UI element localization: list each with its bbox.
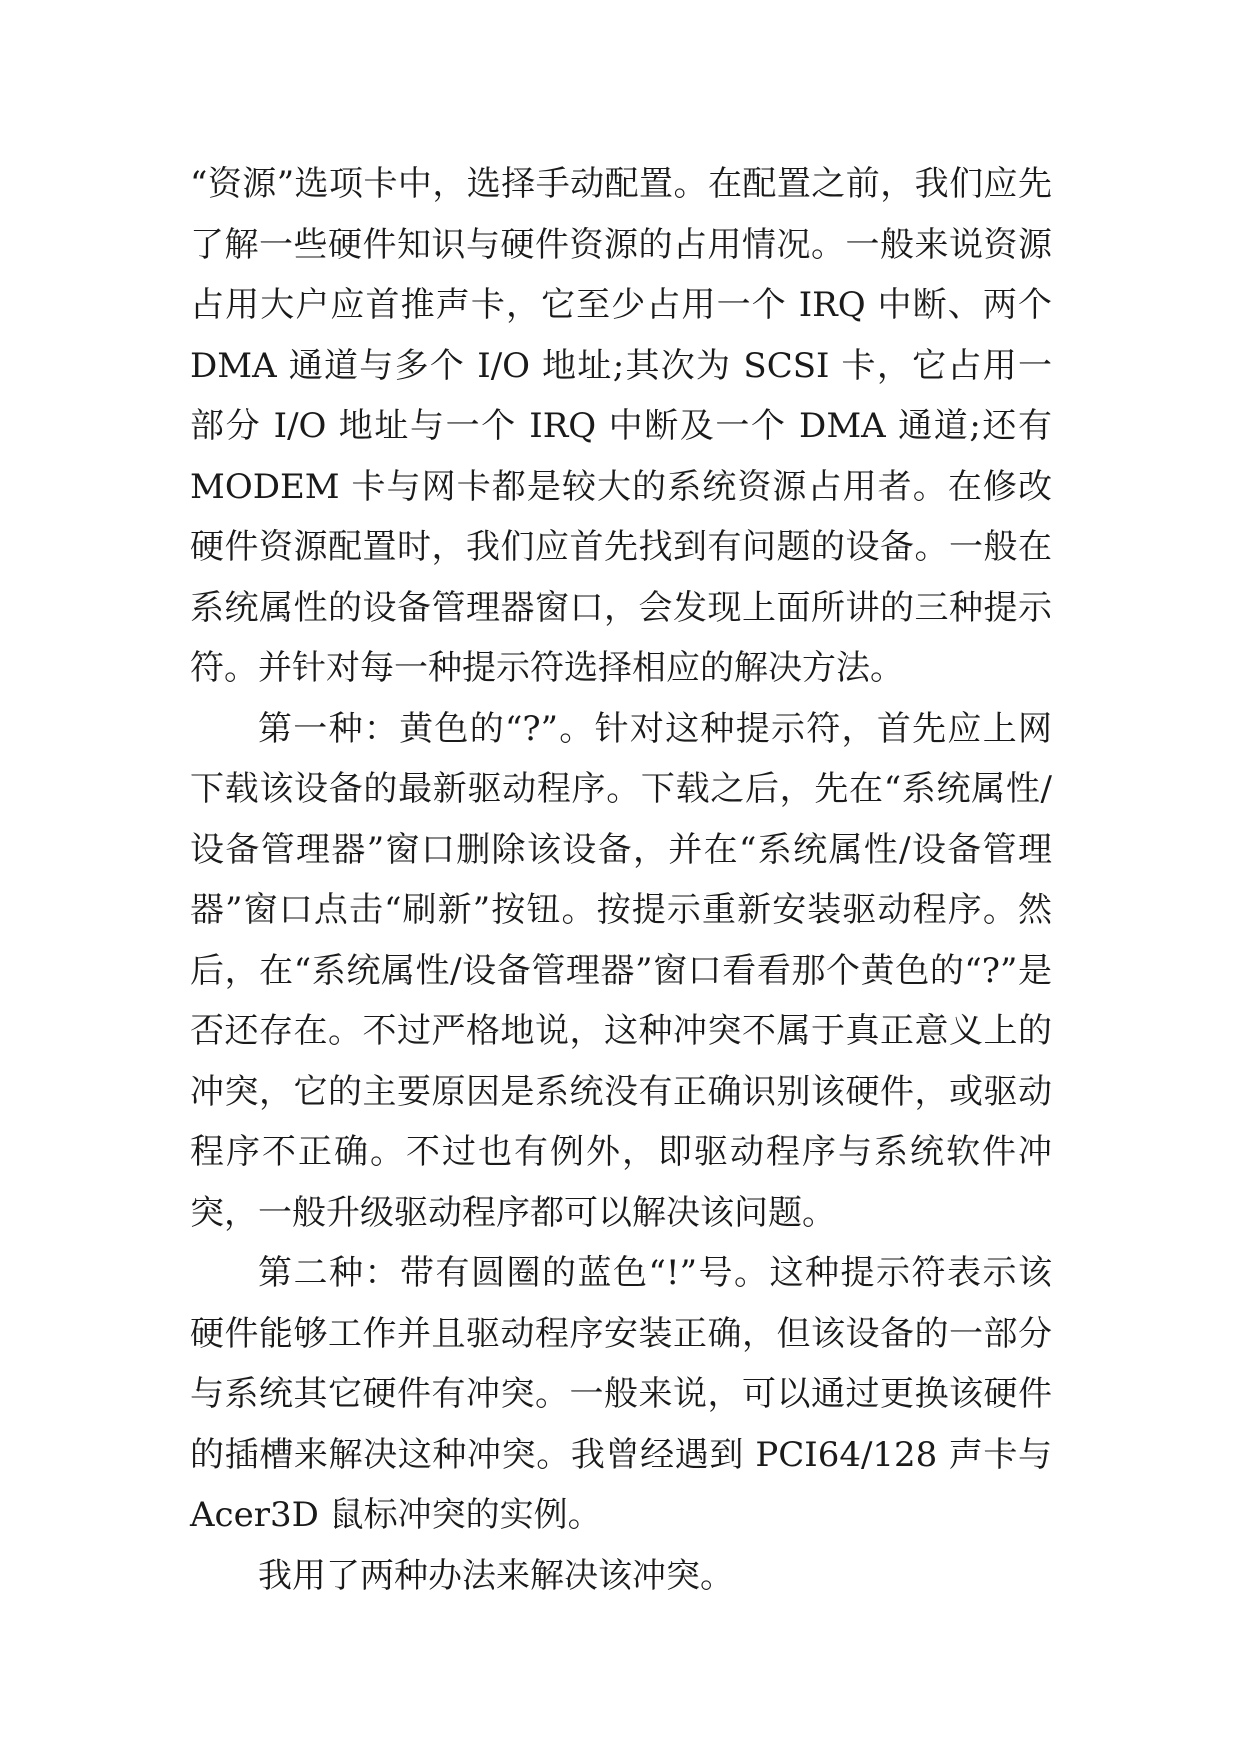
paragraph-blue-exclamation-mark: 第二种：带有圆圈的蓝色“!”号。这种提示符表示该硬件能够工作并且驱动程序安装正确，但该设备的一部分与系统其它硬件有冲突。一般来说，可以通过更换该硬件的插槽来解决这种冲突。我曾经遇到 PCI64/128 声卡与 Acer3D 鼠标冲突的实例。 xyxy=(190,1253,1052,1535)
paragraph-resources-intro: “资源”选项卡中，选择手动配置。在配置之前，我们应先了解一些硬件知识与硬件资源的占用情况。一般来说资源占用大户应首推声卡，它至少占用一个 IRQ 中断、两个 DMA 通道与多个 I/O 地址;其次为 SCSI 卡，它占用一部分 I/O 地址与一个 IRQ 中断及一个 DMA 通道;还有 MODEM 卡与网卡都是较大的系统资源占用者。在修改硬件资源配置时，我们应首先找到有问题的设备。一般在系统属性的设备管理器窗口，会发现上面所讲的三种提示符。并针对每一种提示符选择相应的解决方法。 xyxy=(190,164,1052,688)
paragraph-yellow-question-mark: 第一种：黄色的“?”。针对这种提示符，首先应上网下载该设备的最新驱动程序。下载之后，先在“系统属性/设备管理器”窗口删除该设备，并在“系统属性/设备管理器”窗口点击“刷新”按钮。按提示重新安装驱动程序。然后，在“系统属性/设备管理器”窗口看看那个黄色的“?”是否还存在。不过严格地说，这种冲突不属于真正意义上的冲突，它的主要原因是系统没有正确识别该硬件，或驱动程序不正确。不过也有例外，即驱动程序与系统软件冲突，一般升级驱动程序都可以解决该问题。 xyxy=(190,708,1052,1233)
document-body xyxy=(190,154,1052,1606)
paragraph-two-solutions: 我用了两种办法来解决该冲突。 xyxy=(258,1555,734,1596)
